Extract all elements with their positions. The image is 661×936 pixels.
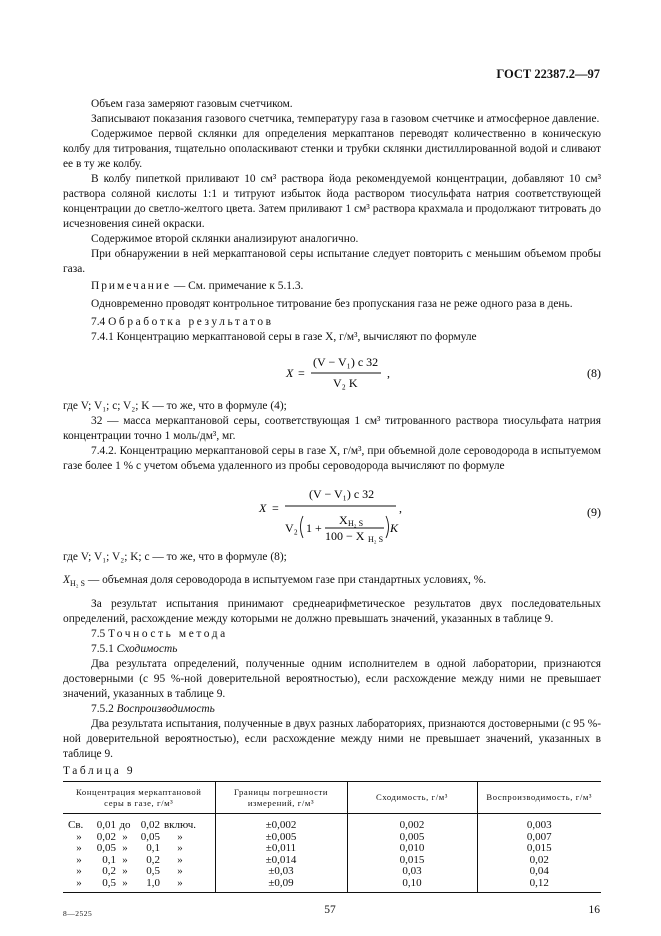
formula-9-eqno: (9) bbox=[587, 505, 601, 519]
error-cell: ±0,011 bbox=[215, 843, 347, 855]
paragraph: В колбу пипеткой приливают 10 см³ раствора йода рекомендуемой концентрации, добавляют 10 см³ раствора соляной кислоты 1:1 и титруют избыток йода раствором тиосульфата натрия соответствующей концентрации до светло-желтого цвета. Затем приливают 1 см³ раствора крахмала и продолжают титровать до исчезновения синей окраски. bbox=[63, 173, 601, 230]
error-cell: ±0,09 bbox=[215, 878, 347, 893]
reproducibility-cell: 0,007 bbox=[477, 832, 601, 844]
paragraph: Два результата испытания, полученные в двух разных лабораториях, признаются достоверными (с 95 %-ной доверительной вероятностью), если расхождение между ними не превышает значений, указанных в таблице 9. bbox=[63, 718, 601, 760]
subsection-heading bbox=[63, 642, 601, 657]
paragraph: 7.4.1 Концентрацию меркаптановой серы в газе X, г/м³, вычисляют по формуле bbox=[91, 331, 477, 343]
paragraph: За результат испытания принимают среднеарифметическое результатов двух последовательных определений, расхождение между которыми не должно превышать значений, указанных в таблице 9. bbox=[63, 598, 601, 625]
paragraph: При обнаружении в ней меркаптановой серы испытание следует повторить с меньшим объемом пробы газа. bbox=[63, 248, 601, 275]
section-title: Точность метода bbox=[108, 628, 228, 640]
table-row bbox=[63, 832, 601, 844]
convergence-cell: 0,10 bbox=[347, 878, 477, 893]
paragraph: Объем газа замеряют газовым счетчиком. bbox=[91, 98, 293, 110]
formula-9-den-suffix: K bbox=[390, 521, 399, 535]
formula-8-lhs: X bbox=[286, 366, 294, 380]
formula-8 bbox=[63, 349, 601, 395]
standard-code: ГОСТ 22387.2—97 bbox=[496, 67, 600, 81]
section-number: 7.5 bbox=[91, 628, 106, 640]
subsection-number: 7.5.2 bbox=[91, 703, 114, 715]
convergence-cell: 0,010 bbox=[347, 843, 477, 855]
concentration-cell: » 0,02 » 0,05 » bbox=[63, 832, 215, 844]
concentration-cell: » 0,1 » 0,2 » bbox=[63, 855, 215, 867]
formula-explanation: где V; V₁; c; V₂; K — то же, что в формуле (4); bbox=[63, 400, 287, 412]
table-row bbox=[63, 866, 601, 878]
table-header-cell: Концентрация меркаптановой серы в газе, г/м³ bbox=[63, 782, 215, 814]
table-row bbox=[63, 814, 601, 832]
concentration-cell: Св. 0,01 до 0,02 включ. bbox=[63, 814, 215, 832]
table-header-cell: Воспроизводимость, г/м³ bbox=[477, 782, 601, 814]
formula-9-inner-open: 1 + bbox=[306, 521, 322, 535]
formula-9-numerator: (V − V₁) c 32 bbox=[309, 487, 375, 501]
page-body bbox=[63, 97, 601, 893]
paragraph: Записывают показания газового счетчика, температуру газа в газовом счетчике и атмосферное давление. bbox=[91, 113, 600, 125]
convergence-cell: 0,005 bbox=[347, 832, 477, 844]
convergence-cell: 0,002 bbox=[347, 814, 477, 832]
table-title: Таблица 9 bbox=[63, 765, 136, 777]
paragraph: Одновременно проводят контрольное титрование без пропускания газа не реже одного раза в день. bbox=[91, 298, 573, 310]
concentration-cell: » 0,05 » 0,1 » bbox=[63, 843, 215, 855]
subsection-title: Воспроизводимость bbox=[116, 703, 215, 715]
table-header-row bbox=[63, 782, 601, 814]
formula-8-graphic bbox=[63, 349, 601, 395]
svg-text:,: , bbox=[399, 501, 402, 515]
formula-8-numerator: (V − V₁) c 32 bbox=[313, 355, 379, 369]
section-number: 7.4 bbox=[91, 316, 106, 328]
reproducibility-cell: 0,003 bbox=[477, 814, 601, 832]
paragraph: 32 — масса меркаптановой серы, соответствующая 1 см³ титрованного раствора тиосульфата натрия концентрации точно 1 моль/дм³, мг. bbox=[63, 415, 601, 442]
svg-text:,: , bbox=[387, 366, 390, 380]
table-row bbox=[63, 878, 601, 893]
formula-explanation bbox=[63, 573, 601, 591]
formula-8-eqno: (8) bbox=[587, 366, 601, 380]
subsection-title: Сходимость bbox=[116, 643, 178, 655]
reproducibility-cell: 0,015 bbox=[477, 843, 601, 855]
subsection-heading bbox=[63, 702, 601, 717]
sheet-number: 16 bbox=[588, 904, 600, 916]
formula-9 bbox=[63, 476, 601, 546]
table-row bbox=[63, 843, 601, 855]
symbol-x: X bbox=[63, 574, 70, 586]
formula-9-sub-1: H₂ S bbox=[348, 519, 364, 528]
formula-9-graphic bbox=[63, 476, 601, 546]
error-cell: ±0,03 bbox=[215, 866, 347, 878]
error-cell: ±0,005 bbox=[215, 832, 347, 844]
reproducibility-cell: 0,04 bbox=[477, 866, 601, 878]
symbol-description: — объемная доля сероводорода в испытуемом газе при стандартных условиях, %. bbox=[87, 574, 487, 586]
reproducibility-cell: 0,12 bbox=[477, 878, 601, 893]
symbol-sub: H₂ S bbox=[69, 579, 85, 588]
section-heading bbox=[63, 315, 601, 330]
note-text: — См. примечание к 5.1.3. bbox=[171, 280, 304, 292]
paragraph: Содержимое второй склянки анализируют аналогично. bbox=[91, 233, 359, 245]
table-row bbox=[63, 855, 601, 867]
svg-text:=: = bbox=[272, 501, 279, 515]
section-title: Обработка результатов bbox=[108, 316, 274, 328]
table-9 bbox=[63, 781, 601, 893]
reproducibility-cell: 0,02 bbox=[477, 855, 601, 867]
paragraph: Два результата определений, полученные одним исполнителем в одной лаборатории, признаются достоверными (с 95 %-ной доверительной вероятностью), если расхождение между ними не превышает значений, указанных в таблице 9. bbox=[63, 658, 601, 700]
paragraph: Содержимое первой склянки для определения меркаптанов переводят количественно в коническую колбу для титрования, тщательно ополаскивают стенки и трубки склянки дистиллированной водой и сливают ее в ту же колбу. bbox=[63, 128, 601, 170]
convergence-cell: 0,03 bbox=[347, 866, 477, 878]
formula-9-lhs: X bbox=[259, 501, 267, 515]
page-number: 57 bbox=[324, 904, 336, 916]
table-header-cell: Границы погрешности измерений, г/м³ bbox=[215, 782, 347, 814]
error-cell: ±0,014 bbox=[215, 855, 347, 867]
note bbox=[63, 279, 601, 294]
formula-9-sub-2: H₂ S bbox=[368, 535, 384, 544]
convergence-cell: 0,015 bbox=[347, 855, 477, 867]
formula-8-denominator: V₂ K bbox=[333, 376, 358, 390]
table-header-cell: Сходимость, г/м³ bbox=[347, 782, 477, 814]
section-heading bbox=[63, 627, 601, 642]
formula-9-inner-den: 100 − X bbox=[325, 529, 365, 543]
formula-9-den-prefix: V₂ bbox=[285, 521, 298, 535]
concentration-cell: » 0,5 » 1,0 » bbox=[63, 878, 215, 893]
subsection-number: 7.5.1 bbox=[91, 643, 114, 655]
note-label: Примечание bbox=[91, 280, 172, 292]
print-mark: 8—2525 bbox=[63, 909, 93, 918]
formula-9-inner-num: X bbox=[339, 513, 348, 527]
formula-explanation: где V; V₁; V₂; K; c — то же, что в формуле (8); bbox=[63, 551, 287, 563]
svg-text:=: = bbox=[298, 366, 305, 380]
paragraph: 7.4.2. Концентрацию меркаптановой серы в газе X, г/м³, при объемной доле сероводорода в испытуемом газе более 1 % с учетом объема удаленного из пробы сероводорода вычисляют по формуле bbox=[63, 445, 601, 472]
concentration-cell: » 0,2 » 0,5 » bbox=[63, 866, 215, 878]
error-cell: ±0,002 bbox=[215, 814, 347, 832]
